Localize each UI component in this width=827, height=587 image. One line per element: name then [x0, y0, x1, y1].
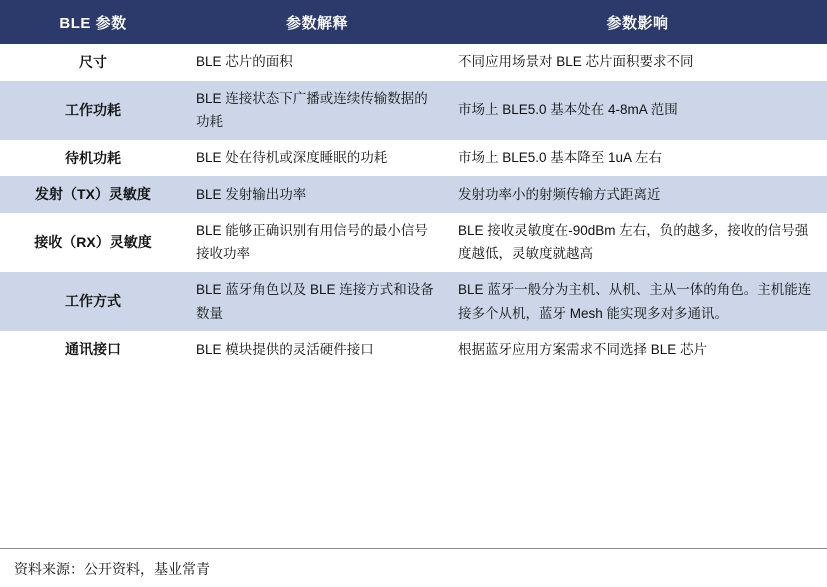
cell-explanation: BLE 芯片的面积	[186, 44, 448, 81]
cell-explanation: BLE 连接状态下广播或连续传输数据的功耗	[186, 81, 448, 140]
table-body	[0, 44, 827, 368]
cell-impact: 根据蓝牙应用方案需求不同选择 BLE 芯片	[448, 331, 827, 368]
table-header	[0, 0, 827, 44]
cell-impact: BLE 接收灵敏度在-90dBm 左右，负的越多，接收的信号强度越低，灵敏度就越高	[448, 213, 827, 272]
cell-parameter: 尺寸	[0, 44, 186, 81]
cell-parameter: 待机功耗	[0, 140, 186, 177]
table-row	[0, 176, 827, 213]
cell-explanation: BLE 模块提供的灵活硬件接口	[186, 331, 448, 368]
cell-explanation: BLE 蓝牙角色以及 BLE 连接方式和设备数量	[186, 272, 448, 331]
column-header-parameter: BLE 参数	[0, 0, 186, 44]
cell-explanation: BLE 处在待机或深度睡眠的功耗	[186, 140, 448, 177]
cell-impact: 市场上 BLE5.0 基本处在 4-8mA 范围	[448, 81, 827, 140]
cell-impact: 市场上 BLE5.0 基本降至 1uA 左右	[448, 140, 827, 177]
cell-parameter: 接收（RX）灵敏度	[0, 213, 186, 272]
cell-parameter: 通讯接口	[0, 331, 186, 368]
table-row	[0, 81, 827, 140]
table-row	[0, 44, 827, 81]
cell-impact: 不同应用场景对 BLE 芯片面积要求不同	[448, 44, 827, 81]
table-row	[0, 272, 827, 331]
cell-impact: 发射功率小的射频传输方式距离近	[448, 176, 827, 213]
cell-parameter: 工作方式	[0, 272, 186, 331]
cell-explanation: BLE 发射输出功率	[186, 176, 448, 213]
column-header-explanation: 参数解释	[186, 0, 448, 44]
table-row	[0, 213, 827, 272]
table-row	[0, 140, 827, 177]
cell-explanation: BLE 能够正确识别有用信号的最小信号接收功率	[186, 213, 448, 272]
column-header-impact: 参数影响	[448, 0, 827, 44]
table-row	[0, 331, 827, 368]
cell-parameter: 发射（TX）灵敏度	[0, 176, 186, 213]
table-header-row	[0, 0, 827, 44]
cell-impact: BLE 蓝牙一般分为主机、从机、主从一体的角色。主机能连接多个从机，蓝牙 Mesh 能实现多对多通讯。	[448, 272, 827, 331]
cell-parameter: 工作功耗	[0, 81, 186, 140]
source-note: 资料来源：公开资料，基业常青	[0, 548, 827, 587]
